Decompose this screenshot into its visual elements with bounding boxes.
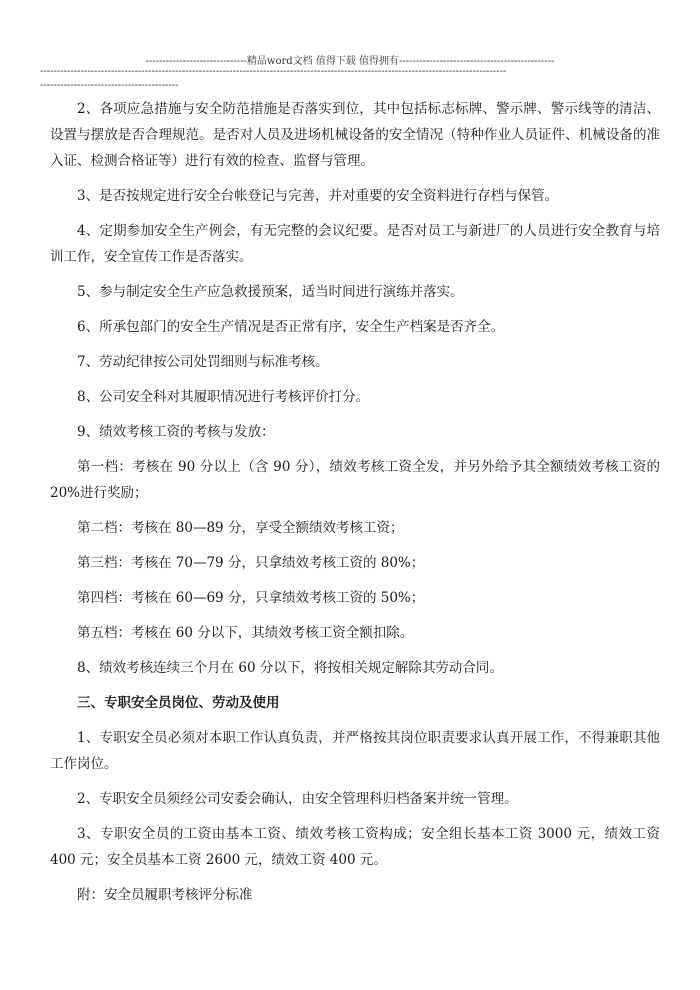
paragraph-performance-evaluation: 8、公司安全科对其履职情况进行考核评价打分。 <box>77 389 370 405</box>
paragraph-tier-1: 第一档：考核在 90 分以上（含 90 分），绩效考核工资全发，并另外给予其全额绩效考核工资的 20%进行奖励； <box>50 459 660 501</box>
paragraph-emergency-measures: 2、各项应急措施与安全防范措施是否落实到位，其中包括标志标牌、警示牌、警示线等的清洁、设置与摆放是否合理规范。是否对人员及进场机械设备的安全情况（特种作业人员证件、机械设备的准入证、检测合格证等）进行有效的检查、监督与管理。 <box>50 101 660 169</box>
paragraph-labor-discipline: 7、劳动纪律按公司处罚细则与标准考核。 <box>77 354 329 370</box>
header-dash-line: ------------------------------------------------------------------------------------------------------------------------------------------ <box>40 66 507 77</box>
section-heading: 三、专职安全员岗位、劳动及使用 <box>77 695 280 711</box>
paragraph-pay-assessment: 9、绩效考核工资的考核与发放： <box>77 424 275 440</box>
paragraph-safety-meeting: 4、定期参加安全生产例会，有无完整的会议纪要。是否对员工与新进厂的人员进行安全教育与培训工作，安全宣传工作是否落实。 <box>50 223 660 265</box>
document-body <box>50 96 660 917</box>
paragraph-department-safety: 6、所承包部门的安全生产情况是否正常有序，安全生产档案是否齐全。 <box>77 319 505 335</box>
paragraph-emergency-plan: 5、参与制定安全生产应急救援预案，适当时间进行演练并落实。 <box>77 284 464 300</box>
paragraph-officer-duty: 1、专职安全员必须对本职工作认真负责，并严格按其岗位职责要求认真开展工作，不得兼职其他工作岗位。 <box>50 730 660 772</box>
paragraph-tier-2: 第二档：考核在 80—89 分，享受全额绩效考核工资； <box>77 520 404 536</box>
header-dash-line-short: ----------------------------------------- <box>40 80 179 91</box>
paragraph-contract-termination: 8、绩效考核连续三个月在 60 分以下，将按相关规定解除其劳动合同。 <box>77 660 503 676</box>
paragraph-tier-5: 第五档：考核在 60 分以下，其绩效考核工资全额扣除。 <box>77 625 414 641</box>
paragraph-safety-ledger: 3、是否按规定进行安全台帐登记与完善，并对重要的安全资料进行存档与保管。 <box>77 188 559 204</box>
paragraph-officer-salary: 3、专职安全员的工资由基本工资、绩效考核工资构成；安全组长基本工资 3000 元，绩效工资 400 元；安全员基本工资 2600 元，绩效工资 400 元。 <box>50 826 660 868</box>
paragraph-appendix: 附：安全员履职考核评分标准 <box>77 887 253 903</box>
paragraph-officer-registration: 2、专职安全员须经公司安委会确认，由安全管理科归档备案并统一管理。 <box>77 791 518 807</box>
paragraph-tier-4: 第四档：考核在 60—69 分，只拿绩效考核工资的 50%； <box>77 590 425 606</box>
paragraph-tier-3: 第三档：考核在 70—79 分，只拿绩效考核工资的 80%； <box>77 555 425 571</box>
header-banner-line: ------------------------------精品word文档 值得下载 值得拥有---------------------------------------------- <box>145 56 555 67</box>
